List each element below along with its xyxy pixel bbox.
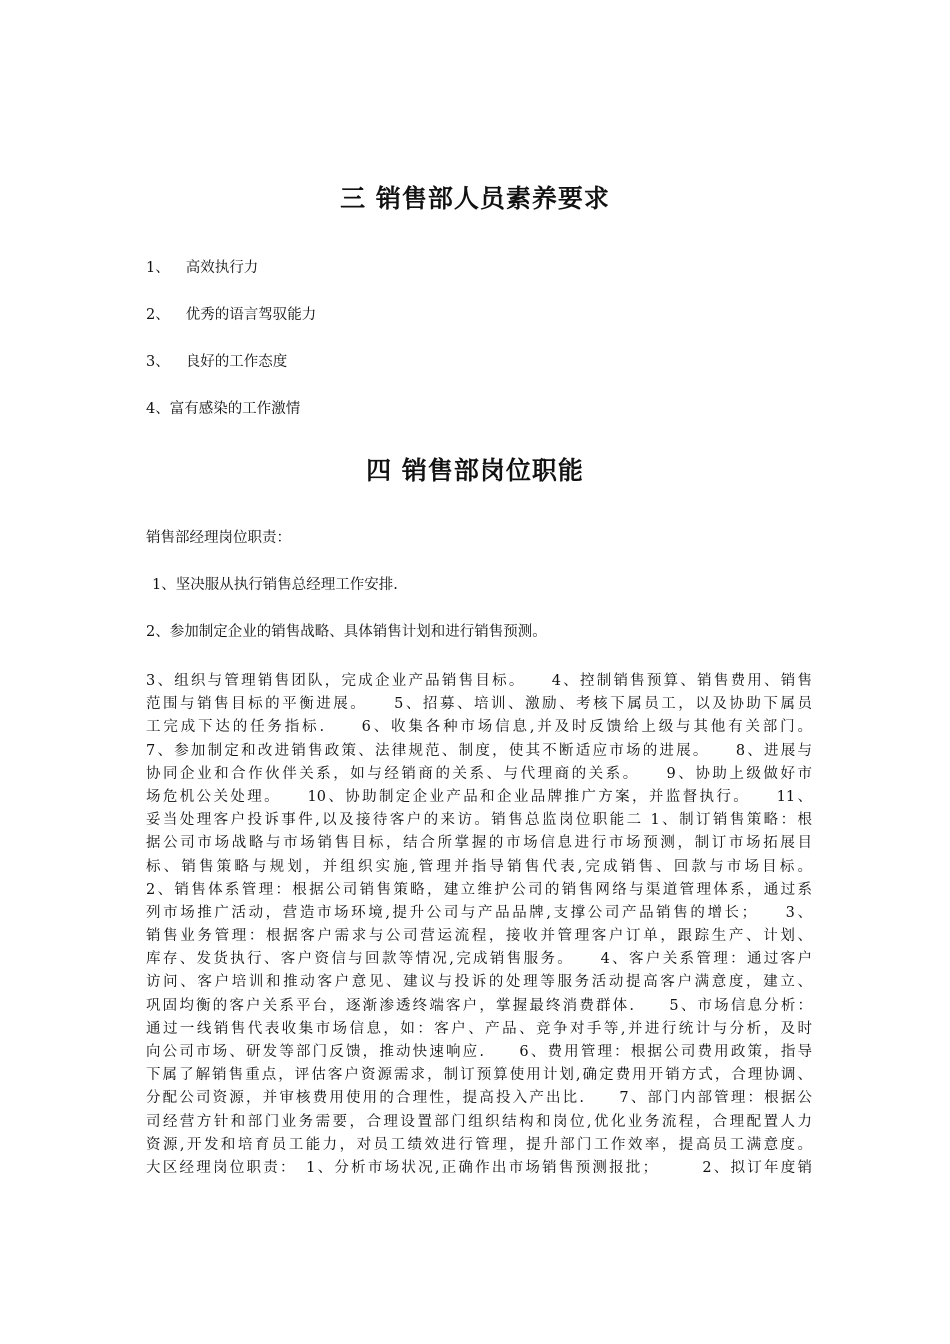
- body-line: 资源,开发和培育员工能力，对员工绩效进行管理，提升部门工作效率，提高员工满意度。: [146, 1136, 812, 1153]
- list-item: [146, 305, 806, 352]
- body-line: 据公司市场战略与市场销售目标，结合所掌握的市场信息进行市场预测，制订市场拓展目: [146, 835, 812, 852]
- list-item-text: 良好的工作态度: [185, 354, 288, 370]
- body-line: 通过一线销售代表收集市场信息，如：客户、产品、竞争对手等,并进行统计与分析，及时: [146, 1020, 812, 1037]
- body-line: 销售业务管理：根据客户需求与公司营运流程，接收并管理客户订单，跟踪生产、计划、: [146, 928, 812, 945]
- paragraph-1: 1、坚决服从执行销售总经理工作安排.: [152, 577, 398, 593]
- body-line: 大区经理岗位职责： 1、分析市场状况,正确作出市场销售预测报批； 2、拟订年度销: [146, 1159, 812, 1176]
- list-item: [146, 258, 806, 305]
- body-line: 3、组织与管理销售团队，完成企业产品销售目标。 4、控制销售预算、销售费用、销售: [146, 673, 812, 689]
- body-text-block: [146, 670, 812, 1180]
- body-line: 列市场推广活动，营造市场环境,提升公司与产品品牌,支撑公司产品销售的增长； 3、: [146, 904, 812, 921]
- body-line: 妥当处理客户投诉事件,以及接待客户的来访。销售总监岗位职能二 1、制订销售策略：根: [146, 812, 812, 829]
- section-3-title: 三 销售部人员素养要求: [340, 184, 610, 213]
- body-line: 协同企业和合作伙伴关系，如与经销商的关系、与代理商的关系。 9、协助上级做好市: [146, 765, 812, 782]
- body-line: 2、销售体系管理：根据公司销售策略，建立维护公司的销售网络与渠道管理体系，通过系: [146, 881, 812, 898]
- body-line: 工完成下达的任务指标. 6、收集各种市场信息,并及时反馈给上级与其他有关部门。: [146, 719, 812, 736]
- body-line: 司经营方针和部门业务需要，合理设置部门组织结构和岗位,优化业务流程，合理配置人力: [146, 1113, 812, 1130]
- list-item-text: 优秀的语言驾驭能力: [185, 307, 317, 323]
- body-line: 向公司市场、研发等部门反馈，推动快速响应. 6、费用管理：根据公司费用政策，指导: [146, 1044, 812, 1060]
- list-item: [146, 399, 806, 446]
- body-line: 访问、客户培训和推动客户意见、建议与投诉的处理等服务活动提高客户满意度，建立、: [146, 974, 812, 991]
- body-line: 分配公司资源，并审核费用使用的合理性，提高投入产出比. 7、部门内部管理：根据公: [146, 1090, 812, 1107]
- body-line: 巩固均衡的客户关系平台，逐渐渗透终端客户，掌握最终消费群体. 5、市场信息分析：: [146, 997, 812, 1014]
- list-item: [146, 352, 806, 399]
- list-item-number: 3、: [146, 354, 170, 370]
- list-item-number: 4、: [146, 401, 170, 417]
- list-item-text: 富有感染的工作激情: [169, 401, 301, 417]
- body-line: 库存、发货执行、客户资信与回款等情况,完成销售服务。 4、客户关系管理：通过客户: [146, 951, 812, 968]
- list-item-number: 2、: [146, 307, 170, 323]
- body-line: 标、销售策略与规划，并组织实施,管理并指导销售代表,完成销售、回款与市场目标。: [146, 858, 812, 875]
- list-item-text: 高效执行力: [185, 260, 259, 276]
- list-item-number: 1、: [146, 260, 170, 276]
- body-line: 7、参加制定和改进销售政策、法律规范、制度，使其不断适应市场的进展。 8、进展与: [146, 742, 812, 759]
- body-line: 范围与销售目标的平衡进展。 5、招募、培训、激励、考核下属员工，以及协助下属员: [146, 696, 812, 713]
- qualification-list: [146, 258, 806, 446]
- paragraph-2: 2、参加制定企业的销售战略、具体销售计划和进行销售预测。: [146, 624, 547, 640]
- body-line: 下属了解销售重点，评估客户资源需求，制订预算使用计划,确定费用开销方式，合理协调、: [146, 1067, 812, 1084]
- body-line: 场危机公关处理。 10、协助制定企业产品和企业品牌推广方案，并监督执行。 11、: [146, 788, 812, 805]
- section-4-title: 四 销售部岗位职能: [366, 456, 584, 485]
- manager-duties-intro: 销售部经理岗位职责：: [146, 530, 291, 546]
